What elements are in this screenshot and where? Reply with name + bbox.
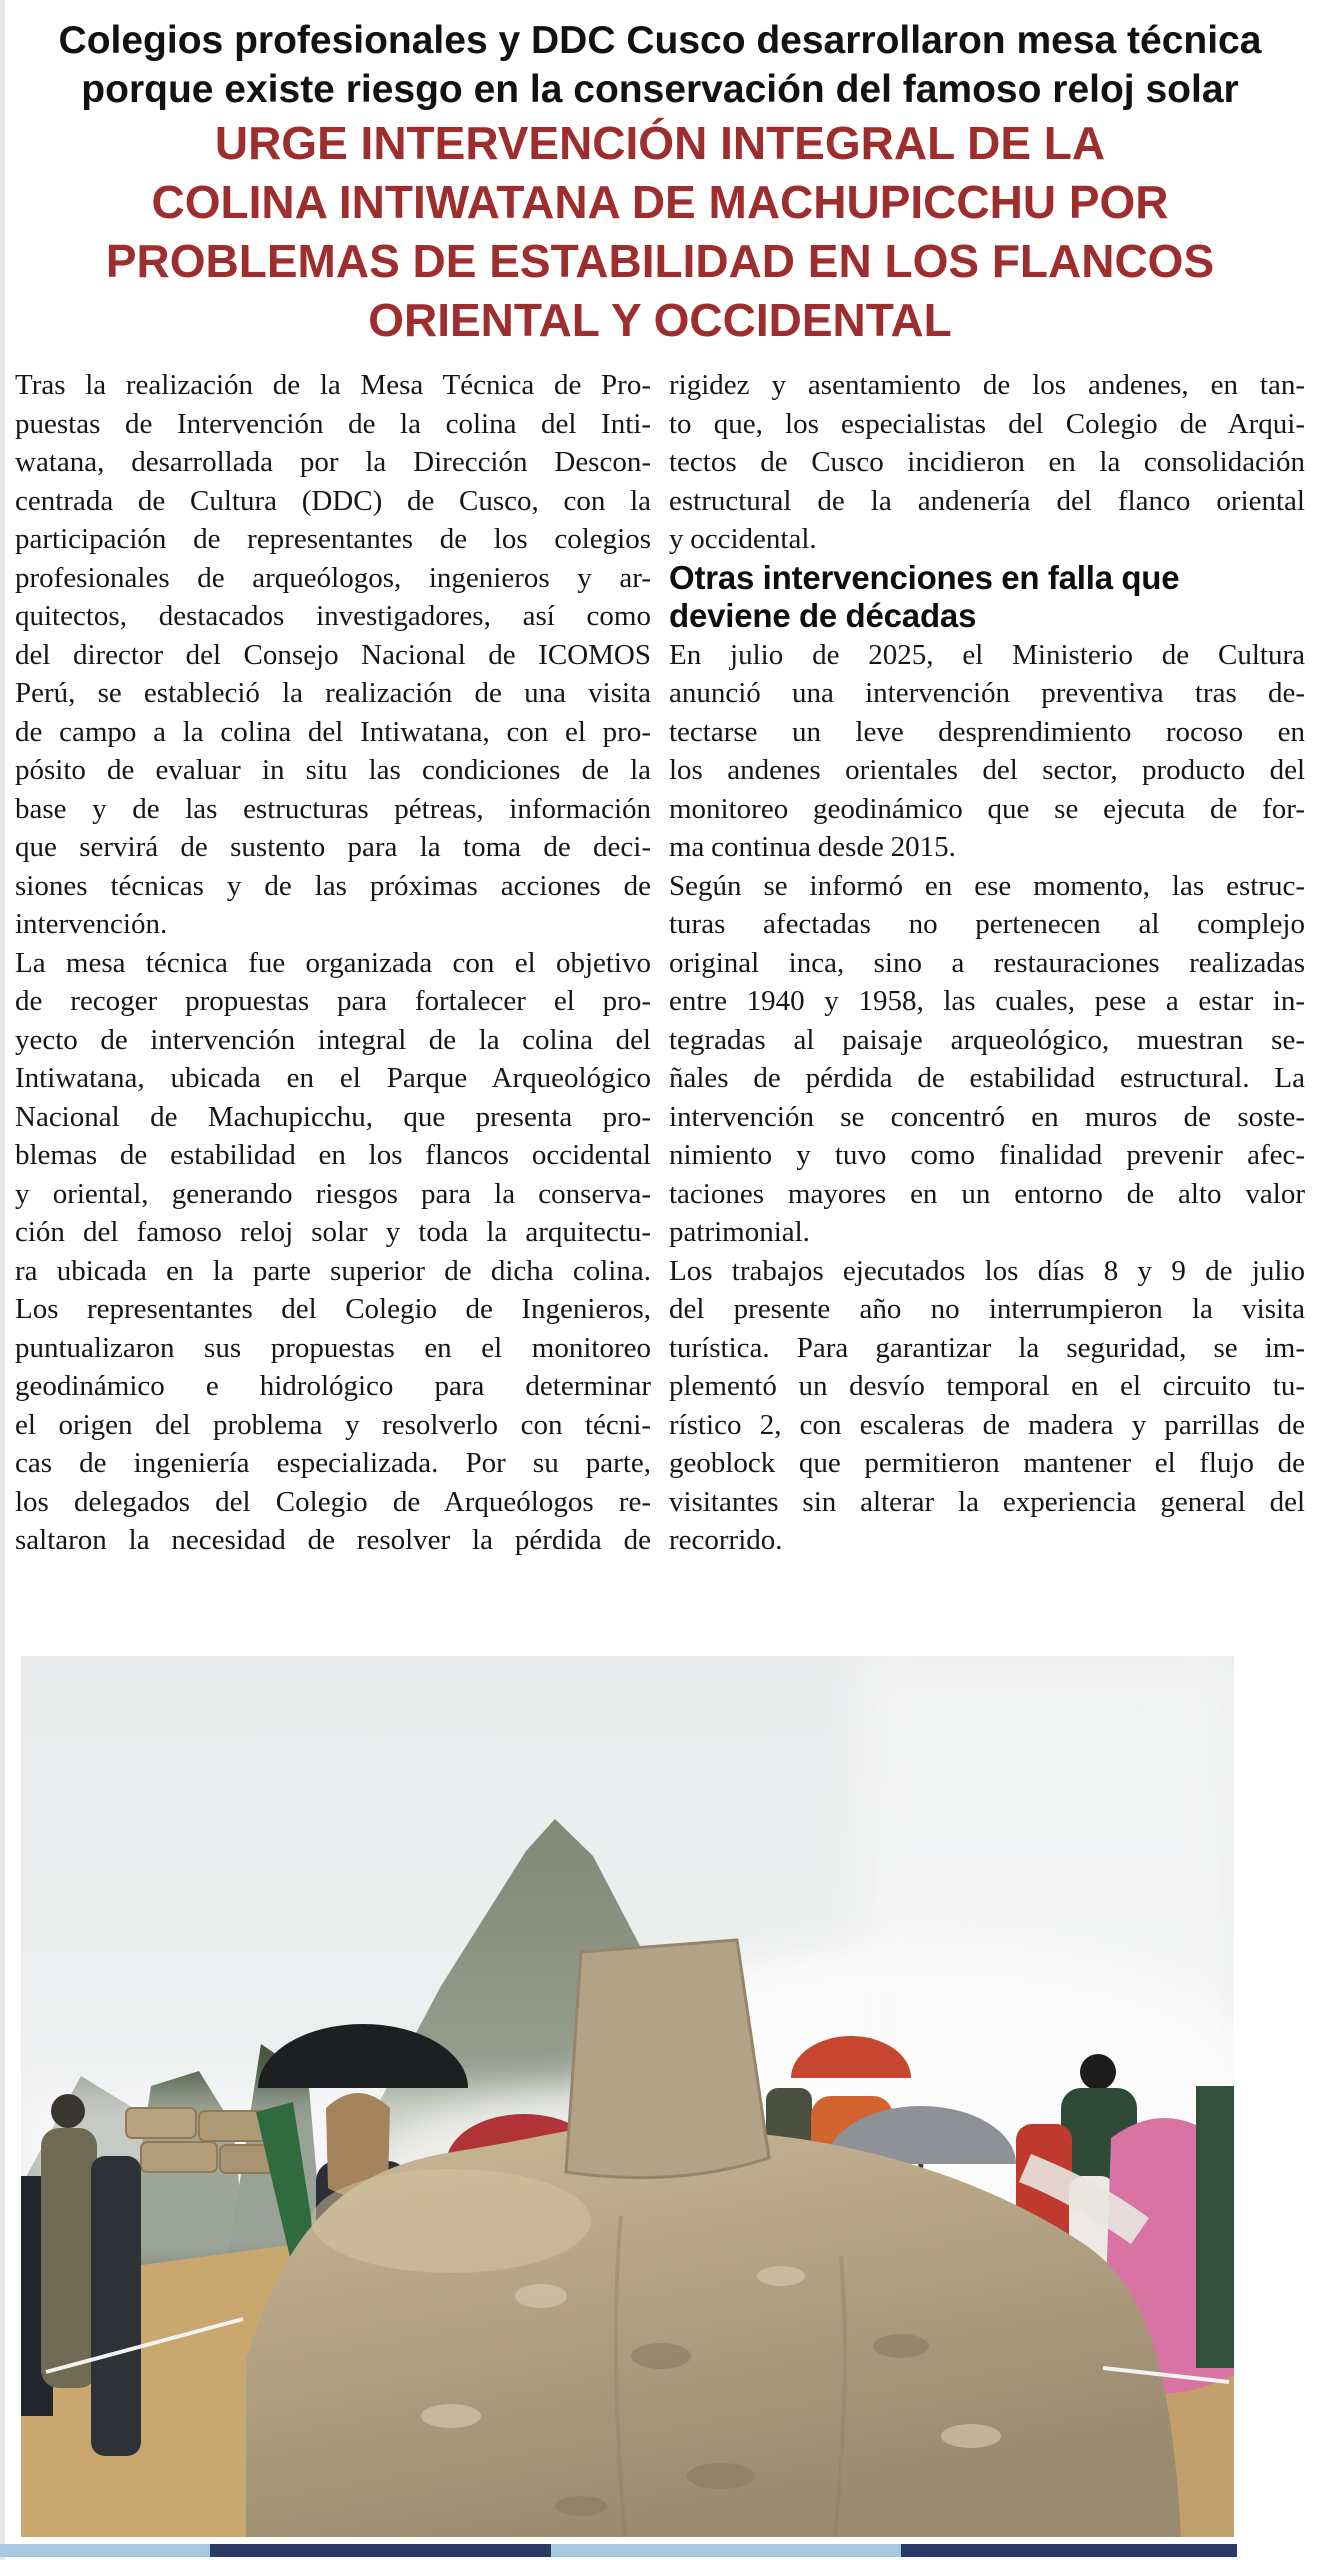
intiwatana-photo-illustration: [21, 1656, 1234, 2537]
kicker-line: Colegios profesionales y DDC Cusco desarrollaron mesa técnica: [58, 19, 1262, 62]
paragraph: [669, 1252, 1305, 1560]
subheading-line: Otras intervenciones en falla que: [669, 558, 1180, 596]
body-line: Los representantes del Colegio de Ingenieros,: [15, 1293, 651, 1325]
body-line: watana, desarrollada por la Dirección Descon-: [15, 446, 651, 478]
body-line: ma continua desde 2015.: [669, 831, 956, 863]
body-line: entre 1940 y 1958, las cuales, pese a estar in-: [669, 985, 1305, 1017]
body-line: intervención se concentró en muros de soste-: [669, 1100, 1305, 1133]
kicker: [0, 16, 1320, 114]
article-body: [15, 366, 1305, 1560]
body-line: Según se informó en ese momento, las estruc-: [669, 869, 1305, 902]
body-line: del presente año no interrumpieron la visita: [669, 1293, 1305, 1325]
paragraph: [15, 944, 651, 1560]
body-line: to que, los especialistas del Colegio de Arqui-: [669, 407, 1305, 440]
body-line: los andenes orientales del sector, producto del: [669, 754, 1305, 786]
body-line: del director del Consejo Nacional de ICOMOS: [15, 638, 651, 671]
headline-line: ORIENTAL Y OCCIDENTAL: [368, 294, 952, 346]
body-line: cas de ingeniería especializada. Por su parte,: [15, 1447, 651, 1479]
body-line: geoblock que permitieron mantener el flujo de: [669, 1447, 1305, 1479]
kicker-line: porque existe riesgo en la conservación del famoso reloj solar: [81, 68, 1239, 111]
stone-pillar: [566, 1940, 769, 2178]
footer-bar-segment: [0, 2544, 210, 2557]
body-line: los delegados del Colegio de Arqueólogos re-: [15, 1485, 651, 1518]
body-line: rigidez y asentamiento de los andenes, en tan-: [669, 369, 1305, 401]
paragraph: [669, 636, 1305, 867]
footer-color-bar: [0, 2544, 1237, 2557]
body-line: que servirá de sustento para la toma de deci-: [15, 831, 651, 863]
body-line: intervención.: [15, 908, 168, 940]
body-line: nimiento y tuvo como finalidad prevenir afec-: [669, 1139, 1305, 1171]
body-line: ción del famoso reloj solar y toda la arquitectu-: [15, 1216, 651, 1248]
body-line: y oriental, generando riesgos para la conserva-: [15, 1177, 651, 1210]
paragraph: [669, 366, 1305, 559]
paragraph: [669, 867, 1305, 1252]
body-line: estructural de la andenería del flanco oriental: [669, 484, 1305, 517]
body-line: centrada de Cultura (DDC) de Cusco, con la: [15, 484, 651, 517]
body-line: anunció una intervención preventiva tras de-: [669, 677, 1305, 709]
body-line: recorrido.: [669, 1524, 783, 1556]
body-line: y occidental.: [669, 523, 817, 555]
body-line: turas afectadas no pertenecen al complejo: [669, 908, 1305, 940]
body-line: turística. Para garantizar la seguridad, se im-: [669, 1331, 1305, 1364]
footer-bar-segment: [551, 2544, 901, 2557]
body-line: pósito de evaluar in situ las condiciones de la: [15, 754, 651, 786]
body-line: plementó un desvío temporal en el circuito tu-: [669, 1370, 1305, 1402]
body-line: yecto de intervención integral de la colina del: [15, 1023, 651, 1056]
dark-drape-right: [1196, 2086, 1234, 2368]
body-line: participación de representantes de los colegios: [15, 523, 651, 555]
article-photo: [21, 1656, 1234, 2537]
body-line: ra ubicada en la parte superior de dicha colina.: [15, 1254, 651, 1287]
body-line: monitoreo geodinámico que se ejecuta de for-: [669, 792, 1305, 825]
body-line: rístico 2, con escaleras de madera y parrillas de: [669, 1408, 1305, 1441]
stone-highlight: [311, 2169, 591, 2273]
subheading: [669, 559, 1305, 636]
body-line: ñales de pérdida de estabilidad estructural. La: [669, 1062, 1305, 1094]
body-line: tegradas al paisaje arqueológico, muestran se-: [669, 1023, 1305, 1056]
body-line: de campo a la colina del Intiwatana, con el pro-: [15, 715, 651, 748]
headline-line: COLINA INTIWATANA DE MACHUPICCHU POR: [151, 176, 1169, 228]
body-line: geodinámico e hidrológico para determinar: [15, 1370, 651, 1402]
body-line: visitantes sin alterar la experiencia general del: [669, 1485, 1305, 1518]
article-column-right: [669, 366, 1305, 1560]
footer-bar-segment: [901, 2544, 1237, 2557]
body-line: de recoger propuestas para fortalecer el pro-: [15, 985, 651, 1017]
body-line: En julio de 2025, el Ministerio de Cultura: [669, 638, 1305, 671]
body-line: patrimonial.: [669, 1216, 810, 1248]
body-line: Intiwatana, ubicada en el Parque Arqueológico: [15, 1062, 651, 1094]
page-edge-shadow: [0, 0, 5, 2560]
body-line: Perú, se estableció la realización de una visita: [15, 677, 651, 709]
article-column-left: [15, 366, 651, 1560]
body-line: original inca, sino a restauraciones realizadas: [669, 946, 1305, 979]
footer-bar-segment: [210, 2544, 551, 2557]
body-line: Nacional de Machupicchu, que presenta pro-: [15, 1100, 651, 1133]
headline: [0, 114, 1320, 350]
body-line: blemas de estabilidad en los flancos occidental: [15, 1139, 651, 1171]
body-line: quitectos, destacados investigadores, así como: [15, 600, 651, 632]
body-line: siones técnicas y de las próximas acciones de: [15, 869, 651, 902]
body-line: profesionales de arqueólogos, ingenieros y ar-: [15, 561, 651, 594]
headline-line: URGE INTERVENCIÓN INTEGRAL DE LA: [214, 117, 1106, 169]
body-line: saltaron la necesidad de resolver la pérdida de: [15, 1524, 651, 1556]
body-line: puntualizaron sus propuestas en el monitoreo: [15, 1331, 651, 1364]
body-line: Los trabajos ejecutados los días 8 y 9 de julio: [669, 1254, 1305, 1287]
subheading-line: deviene de décadas: [669, 597, 977, 634]
body-line: base y de las estructuras pétreas, información: [15, 792, 651, 825]
body-line: tectos de Cusco incidieron en la consolidación: [669, 446, 1305, 478]
body-line: el origen del problema y resolverlo con técni-: [15, 1408, 651, 1441]
paragraph: [15, 366, 651, 944]
body-line: puestas de Intervención de la colina del Inti-: [15, 407, 651, 440]
body-line: tectarse un leve desprendimiento rocoso en: [669, 715, 1305, 748]
body-line: La mesa técnica fue organizada con el objetivo: [15, 946, 651, 979]
body-line: taciones mayores en un entorno de alto valor: [669, 1177, 1305, 1210]
headline-line: PROBLEMAS DE ESTABILIDAD EN LOS FLANCOS: [105, 235, 1215, 287]
body-line: Tras la realización de la Mesa Técnica de Pro-: [15, 369, 651, 401]
